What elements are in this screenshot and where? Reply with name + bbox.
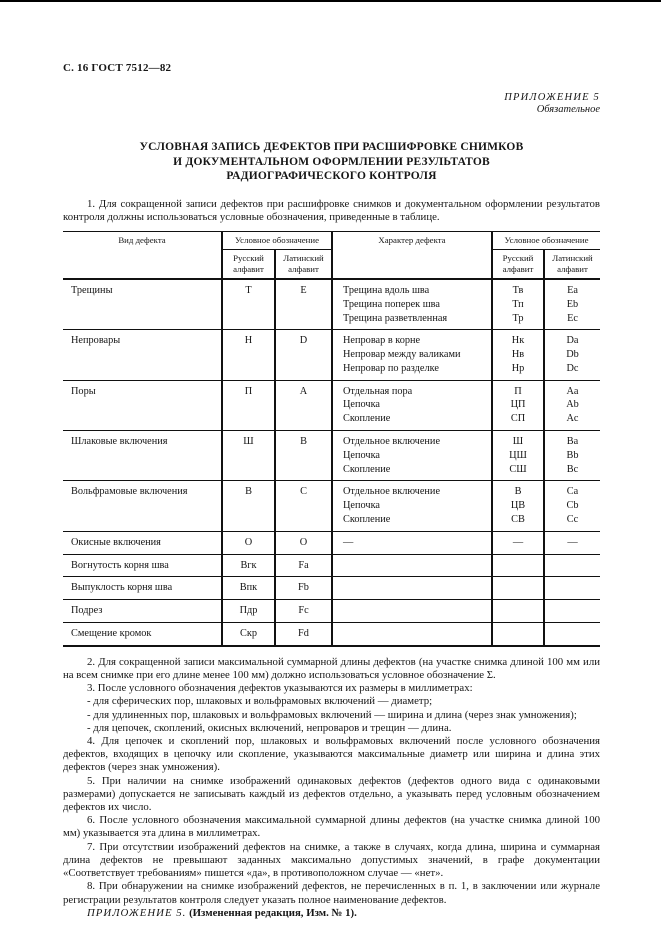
- cell-defect-character: Отдельное включение Цепочка Скопление: [332, 431, 492, 481]
- paragraph: 8. При обнаружении на снимке изображений дефектов, не перечисленных в п. 1, в заключении или журнале регистрации результатов контроля следует указать полное наименование дефектов.: [63, 880, 600, 906]
- table-row: [63, 431, 600, 481]
- cell-defect-type: Вольфрамовые включения: [63, 481, 222, 531]
- cell-rus-symbol: Впк: [222, 577, 275, 600]
- table-row: [63, 554, 600, 577]
- col-header-lat-right: Латинский алфавит: [544, 249, 600, 279]
- cell-lat-symbol: Fa: [275, 554, 332, 577]
- cell-defect-character: Непровар в корне Непровар между валиками Непровар по разделке: [332, 330, 492, 380]
- cell-defect-type: Трещины: [63, 279, 222, 330]
- paragraph: - для сферических пор, шлаковых и вольфрамовых включений — диаметр;: [87, 695, 433, 708]
- cell-rus-symbol-detail: Тв Тп Тр: [492, 279, 544, 330]
- closing-line: [63, 907, 600, 920]
- col-header-defect-character: Характер дефекта: [332, 231, 492, 279]
- cell-rus-symbol: П: [222, 380, 275, 430]
- defects-table: [63, 231, 600, 647]
- cell-defect-character: Трещина вдоль шва Трещина поперек шва Трещина разветвленная: [332, 279, 492, 330]
- cell-lat-symbol-detail: [544, 600, 600, 623]
- cell-defect-type: Выпуклость корня шва: [63, 577, 222, 600]
- paragraph: - для удлиненных пор, шлаковых и вольфрамовых включений — ширина и длина (через знак умножения);: [87, 708, 577, 721]
- paragraph: 3. После условного обозначения дефектов указываются их размеры в миллиметрах:: [87, 682, 473, 695]
- cell-defect-character: [332, 623, 492, 646]
- cell-lat-symbol-detail: Da Db Dc: [544, 330, 600, 380]
- cell-rus-symbol: Скр: [222, 623, 275, 646]
- table-row: [63, 531, 600, 554]
- cell-lat-symbol: В: [275, 431, 332, 481]
- appendix-ref: ПРИЛОЖЕНИЕ 5.: [87, 906, 187, 919]
- col-header-symbol-right: Условное обозначение: [492, 231, 600, 249]
- paragraph: 2. Для сокращенной записи максимальной суммарной длины дефектов (на участке снимка длиной 100 мм или на всем снимке при его длине менее 100 мм) должно использоваться условное обозначение Σ.: [63, 655, 600, 682]
- cell-rus-symbol: Т: [222, 279, 275, 330]
- cell-rus-symbol: Вгк: [222, 554, 275, 577]
- cell-rus-symbol-detail: Ш ЦШ СШ: [492, 431, 544, 481]
- page-title-line1: УСЛОВНАЯ ЗАПИСЬ ДЕФЕКТОВ ПРИ РАСШИФРОВКЕ СНИМКОВ: [139, 141, 524, 153]
- cell-defect-type: Смещение кромок: [63, 623, 222, 646]
- paragraph: - для цепочек, скоплений, окисных включений, непроваров и трещин — длина.: [87, 721, 452, 734]
- cell-lat-symbol-detail: Ba Bb Bc: [544, 431, 600, 481]
- cell-lat-symbol: С: [275, 481, 332, 531]
- paragraph: 5. При наличии на снимке изображений одинаковых дефектов (дефектов одного вида с одинаковыми размерами) допускается не записывать каждый из дефектов отдельно, а указывать перед условным обозначением дефектов их число.: [63, 774, 600, 814]
- col-header-lat-left: Латинский алфавит: [275, 249, 332, 279]
- cell-defect-character: —: [332, 531, 492, 554]
- cell-defect-character: [332, 600, 492, 623]
- cell-lat-symbol: А: [275, 380, 332, 430]
- cell-defect-character: Отдельное включение Цепочка Скопление: [332, 481, 492, 531]
- paragraph: 4. Для цепочек и скоплений пор, шлаковых и вольфрамовых включений после условного обозначения дефектов, входящих в цепочку или скопление, указываются максимальные диаметр или ширина и длина этих дефектов (через знак умножения).: [63, 735, 600, 774]
- cell-rus-symbol-detail: П ЦП СП: [492, 380, 544, 430]
- cell-defect-character: [332, 577, 492, 600]
- page-title-line2: И ДОКУМЕНТАЛЬНОМ ОФОРМЛЕНИИ РЕЗУЛЬТАТОВ: [173, 155, 490, 168]
- col-header-defect-type: Вид дефекта: [63, 231, 222, 279]
- table-row: [63, 380, 600, 430]
- cell-rus-symbol-detail: —: [492, 531, 544, 554]
- cell-rus-symbol-detail: [492, 577, 544, 600]
- col-header-rus-left: Русский алфавит: [222, 249, 275, 279]
- cell-rus-symbol: Н: [222, 330, 275, 380]
- cell-lat-symbol-detail: Ea Eb Ec: [544, 279, 600, 330]
- cell-lat-symbol: Fd: [275, 623, 332, 646]
- cell-lat-symbol: Fc: [275, 600, 332, 623]
- amendment-note: (Измененная редакция, Изм. № 1).: [189, 906, 357, 919]
- cell-defect-type: Поры: [63, 380, 222, 430]
- cell-rus-symbol-detail: В ЦВ СВ: [492, 481, 544, 531]
- cell-lat-symbol: Е: [275, 279, 332, 330]
- cell-lat-symbol: Fb: [275, 577, 332, 600]
- cell-lat-symbol-detail: [544, 554, 600, 577]
- defects-table-header: [63, 231, 600, 279]
- paragraph: 6. После условного обозначения максимальной суммарной длины дефектов (на участке снимка длиной 100 мм) указывается эта длина в миллиметрах.: [63, 814, 600, 840]
- cell-lat-symbol-detail: [544, 623, 600, 646]
- cell-rus-symbol: Ш: [222, 431, 275, 481]
- cell-defect-type: Окисные включения: [63, 531, 222, 554]
- cell-lat-symbol-detail: —: [544, 531, 600, 554]
- cell-defect-character: [332, 554, 492, 577]
- table-row: [63, 577, 600, 600]
- cell-rus-symbol: О: [222, 531, 275, 554]
- table-row: [63, 279, 600, 330]
- cell-lat-symbol: О: [275, 531, 332, 554]
- cell-lat-symbol: D: [275, 330, 332, 380]
- col-header-symbol-left: Условное обозначение: [222, 231, 332, 249]
- document-page: [63, 0, 600, 920]
- page-header: С. 16 ГОСТ 7512—82: [63, 62, 172, 74]
- annex-label: ПРИЛОЖЕНИЕ 5: [504, 92, 600, 103]
- cell-defect-type: Подрез: [63, 600, 222, 623]
- cell-rus-symbol-detail: [492, 623, 544, 646]
- cell-defect-type: Непровары: [63, 330, 222, 380]
- cell-defect-character: Отдельная пора Цепочка Скопление: [332, 380, 492, 430]
- page-title-line3: РАДИОГРАФИЧЕСКОГО КОНТРОЛЯ: [226, 170, 437, 182]
- paragraph-list: [63, 656, 600, 907]
- defects-table-body: [63, 279, 600, 646]
- table-row: [63, 623, 600, 646]
- table-row: [63, 481, 600, 531]
- annex-type: Обязательное: [536, 104, 600, 115]
- cell-rus-symbol: В: [222, 481, 275, 531]
- cell-lat-symbol-detail: Ca Cb Cc: [544, 481, 600, 531]
- cell-defect-type: Шлаковые включения: [63, 431, 222, 481]
- paragraph: 7. При отсутствии изображений дефектов на снимке, а также в случаях, когда длина, ширина и суммарная длина дефектов не превышают заданных максимально допустимых значений, в графе документации «Соответствует требованиям» пишется «да», в противоположном случае — «нет».: [63, 840, 600, 880]
- intro-paragraph: 1. Для сокращенной записи дефектов при расшифровке снимков и документальном оформлении результатов контроля должны использоваться условные обозначения, приведенные в таблице.: [63, 197, 600, 223]
- table-row: [63, 330, 600, 380]
- annex-block: [63, 92, 600, 116]
- cell-rus-symbol-detail: Нк Нв Нр: [492, 330, 544, 380]
- table-row: [63, 600, 600, 623]
- cell-lat-symbol-detail: [544, 577, 600, 600]
- cell-rus-symbol: Пдр: [222, 600, 275, 623]
- cell-lat-symbol-detail: Aa Ab Ac: [544, 380, 600, 430]
- cell-rus-symbol-detail: [492, 600, 544, 623]
- cell-defect-type: Вогнутость корня шва: [63, 554, 222, 577]
- cell-rus-symbol-detail: [492, 554, 544, 577]
- col-header-rus-right: Русский алфавит: [492, 249, 544, 279]
- page-title: [63, 140, 600, 184]
